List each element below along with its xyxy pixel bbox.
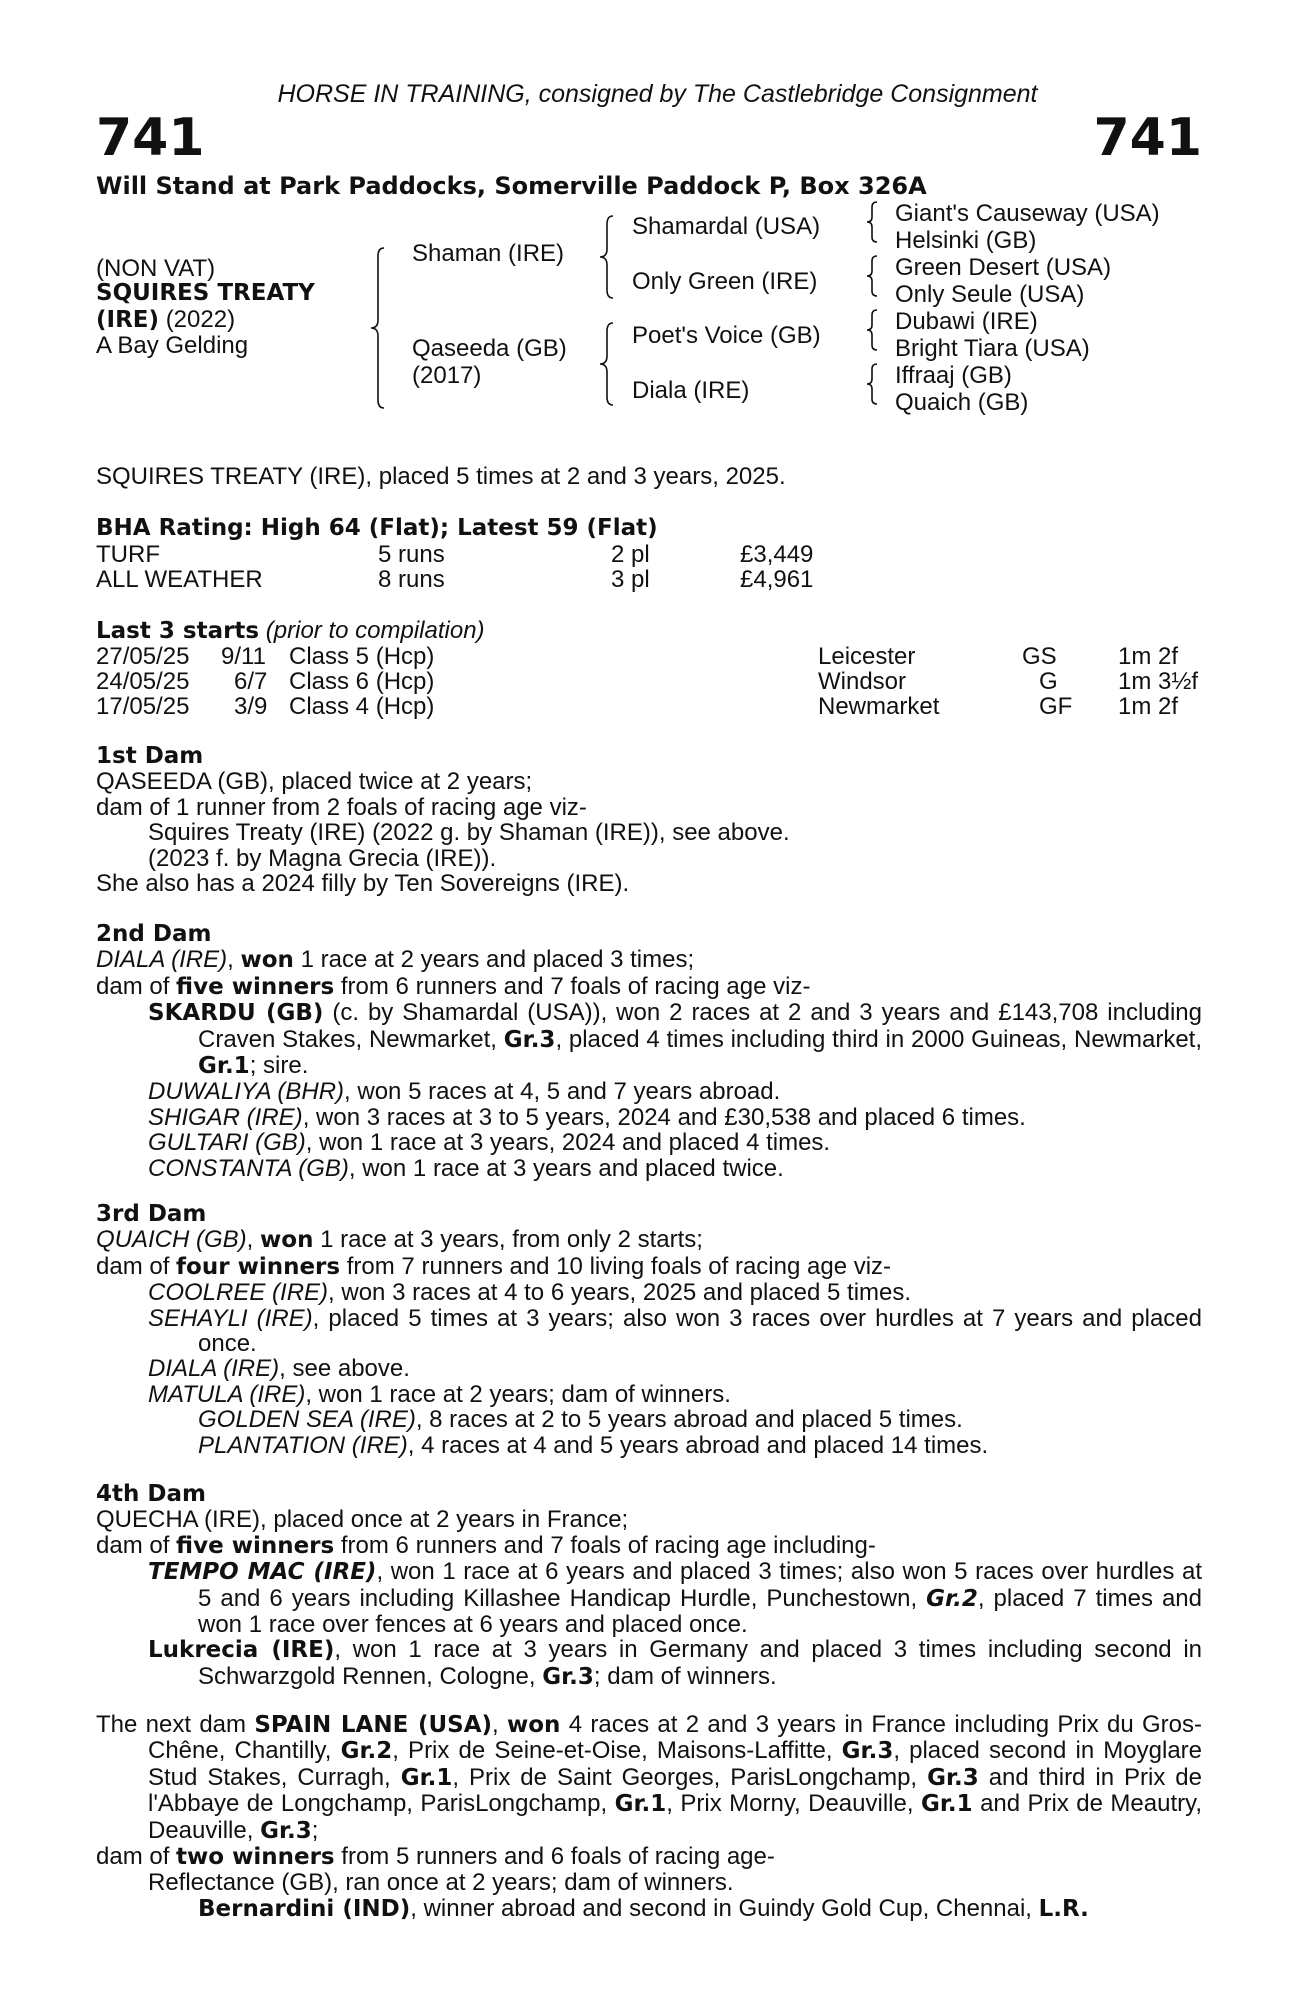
start-row [0,693,1315,718]
section-heading: 4th Dam [96,1481,206,1507]
dam-line [96,1844,1202,1870]
pedigree-bracket-ds [864,308,880,352]
progeny-record: , won 1 race at 3 years and placed twice. [348,1154,784,1182]
pedigree-dss: Dubawi (IRE) [895,308,1038,335]
winners-detail: from 5 runners and 6 foals of racing age- [334,1843,775,1871]
progeny-record: , won 1 race at 2 years; dam of winners. [305,1380,731,1408]
pedigree-bracket-dam [597,321,617,407]
dam-line: dam of 1 runner from 2 foals of racing age viz- [96,793,587,821]
progeny-record: , placed 4 times including third in 2000 Guineas, Newmarket, [555,1025,1203,1053]
dam-of: dam of [96,1531,177,1559]
pedigree-dds: Iffraaj (GB) [895,362,1012,389]
section-heading: 1st Dam [96,743,204,769]
last-starts-title: Last 3 starts [96,618,260,644]
progeny-name: TEMPO MAC (IRE) [148,1559,377,1586]
start-position: 9/11 [221,643,266,670]
grade: Gr.1 [614,1791,667,1818]
dam-record: and Prix de Meautry, Deauville, [148,1790,1203,1844]
progeny-line [96,1079,1202,1104]
start-distance: 1m 2f [1118,693,1179,720]
pedigree-dam-dam: Diala (IRE) [632,377,750,404]
horse-year: (2022) [165,306,236,333]
progeny-record: , placed 5 times at 3 years; also won 3 races over hurdles at 7 years and placed once. [198,1304,1202,1358]
progeny-name: SKARDU (GB) [148,1000,324,1027]
third-dam-section [96,1202,1202,1458]
start-going: GF [1039,693,1073,720]
dam-name: QUAICH (GB) [96,1226,247,1254]
winners-count: two winners [176,1844,335,1871]
start-date: 24/05/25 [96,668,190,695]
pedigree-dam-year: (2017) [412,362,482,389]
rating-runs: 8 runs [378,566,445,593]
stand-location: Will Stand at Park Paddocks, Somerville Paddock P, Box 326A [96,172,927,200]
grandprogeny-line [96,1407,1202,1432]
progeny-name: MATULA (IRE) [148,1380,306,1408]
progeny-record: (c. by Shamardal (USA)), won 2 races at 2 and 3 years and £143,708 including Craven Stakes, Newmarket, [198,999,1203,1053]
dam-line: QUECHA (IRE), placed once at 2 years in France; [96,1506,629,1534]
grade: Gr.2 [926,1585,978,1612]
winners-count: five winners [176,973,335,1000]
bha-rating: BHA Rating: High 64 (Flat); Latest 59 (Flat) [96,515,658,541]
progeny-line [96,1356,1202,1381]
won-label: won [260,1227,314,1254]
vat-status: (NON VAT) [96,255,216,282]
dam-of: dam of [96,972,177,1000]
dam-line: She also has a 2024 filly by Ten Sovereigns (IRE). [96,870,630,898]
progeny-record: , placed 7 times and won 1 race over fences at 6 years and placed once. [198,1584,1202,1639]
progeny-record: ; dam of winners. [593,1662,777,1690]
rating-surface: TURF [96,541,160,568]
progeny-record: , winner abroad and second in Guindy Gold Cup, Chennai, [410,1894,1039,1922]
progeny-line [96,1559,1202,1637]
dam-line [96,974,1202,1000]
start-course: Newmarket [818,693,940,720]
pedigree-sire: Shaman (IRE) [412,240,565,267]
dam-record: 1 race at 3 years, from only 2 starts; [313,1226,703,1254]
progeny-name: DUWALIYA (BHR) [148,1078,345,1106]
pedigree-sire-dam: Only Green (IRE) [632,268,818,295]
start-course: Windsor [818,668,907,695]
progeny-record: , 8 races at 2 to 5 years abroad and placed 5 times. [415,1406,963,1434]
winners-count: four winners [176,1253,341,1280]
pedigree-ssd: Helsinki (GB) [895,227,1037,254]
grade: Gr.3 [927,1764,979,1791]
lot-number-left: 741 [96,108,205,168]
rating-placed: 2 pl [611,541,650,568]
rating-runs: 5 runs [378,541,445,568]
progeny-name: CONSTANTA (GB) [148,1154,349,1182]
last-starts-heading [96,618,485,644]
progeny-record: , won 1 race at 3 years in Germany and placed 3 times including second in Schwarzgold Rennen, Cologne, [198,1636,1202,1690]
progeny-record: , see above. [279,1355,410,1383]
start-class: Class 4 (Hcp) [289,693,435,720]
grade: L.R. [1038,1895,1089,1922]
progeny-line: Reflectance (GB), ran once at 2 years; dam of winners. [148,1869,734,1897]
winners-detail: from 7 runners and 10 living foals of racing age viz- [340,1252,892,1280]
start-going: G [1039,668,1058,695]
dam-name: SPAIN LANE (USA) [254,1712,493,1738]
dam-record: , Prix de Seine-et-Oise, Maisons-Laffitte, [392,1737,842,1765]
progeny-name: SHIGAR (IRE) [148,1103,303,1131]
grade: Gr.3 [260,1817,312,1844]
next-dam-section [96,1712,1202,1922]
start-going: GS [1022,643,1057,670]
pedigree-bracket-sire [597,214,617,300]
section-heading: 2nd Dam [96,921,212,947]
progeny-line [96,1280,1202,1305]
start-course: Leicester [818,643,916,670]
start-distance: 1m 2f [1118,643,1179,670]
rating-row-all-weather [0,566,1315,591]
dam-record: 4 races at 2 and 3 years in France including Prix du Gros-Chêne, Chantilly, [148,1711,1202,1765]
start-class: Class 5 (Hcp) [289,643,435,670]
progeny-line [96,1637,1202,1690]
grade: Gr.1 [400,1764,453,1791]
grade: Gr.1 [920,1791,973,1818]
pedigree-dam: Qaseeda (GB) [412,335,567,362]
progeny-line: (2023 f. by Magna Grecia (IRE)). [148,844,497,872]
start-date: 27/05/25 [96,643,190,670]
grade: Gr.1 [198,1053,250,1080]
dam-of: dam of [96,1252,177,1280]
dam-line: QASEEDA (GB), placed twice at 2 years; [96,768,533,796]
pedigree-bracket-ss [864,200,880,244]
pedigree-sss: Giant's Causeway (USA) [895,200,1160,227]
pedigree-sds: Green Desert (USA) [895,254,1112,281]
start-date: 17/05/25 [96,693,190,720]
rating-placed: 3 pl [611,566,650,593]
progeny-line [96,1130,1202,1155]
pedigree-dsd: Bright Tiara (USA) [895,335,1090,362]
progeny-line [96,1000,1202,1079]
rating-surface: ALL WEATHER [96,566,263,593]
progeny-record: ; sire. [249,1052,309,1080]
dam-record: , Prix de Saint Georges, ParisLongchamp, [452,1763,928,1791]
pedigree-bracket-sd [864,254,880,298]
progeny-record: , won 5 races at 4, 5 and 7 years abroad. [344,1078,781,1106]
dam-of: dam of [96,1843,177,1871]
start-distance: 1m 3½f [1118,668,1199,695]
progeny-line [96,1105,1202,1130]
dam-line [96,1533,1202,1559]
dam-record: and third in Prix de l'Abbaye de Longchamp, ParisLongchamp, [148,1763,1203,1818]
start-row [0,668,1315,693]
progeny-line [96,1382,1202,1407]
grandprogeny-line [96,1433,1202,1458]
race-summary: SQUIRES TREATY (IRE), placed 5 times at 2 and 3 years, 2025. [96,463,786,490]
start-position: 3/9 [234,693,268,720]
dam-record: ; [311,1816,319,1844]
progeny-record: , won 3 races at 4 to 6 years, 2025 and placed 5 times. [328,1279,912,1307]
progeny-line [96,1156,1202,1181]
lot-number-right: 741 [1093,108,1202,168]
pedigree-bracket-main [368,246,388,410]
progeny-name: DIALA (IRE) [148,1355,280,1383]
progeny-name: GULTARI (GB) [148,1129,306,1157]
second-dam-section [96,922,1202,1181]
grade: Gr.2 [340,1738,393,1765]
rating-prize: £4,961 [740,566,814,593]
horse-description: A Bay Gelding [96,332,249,359]
start-row [0,643,1315,668]
pedigree-ddd: Quaich (GB) [895,389,1029,416]
winners-detail: from 6 runners and 7 foals of racing age including- [334,1531,876,1559]
won-label: won [507,1712,561,1738]
pedigree-sire-sire: Shamardal (USA) [632,213,821,240]
rating-row-turf [0,541,1315,566]
dam-record: 1 race at 2 years and placed 3 times; [293,946,695,974]
progeny-record: , won 3 races at 3 to 5 years, 2024 and £30,538 and placed 6 times. [302,1103,1026,1131]
progeny-name: COOLREE (IRE) [148,1279,329,1307]
progeny-line [96,1306,1202,1357]
grade: Gr.3 [841,1738,894,1765]
rating-prize: £3,449 [740,541,814,568]
horse-name: SQUIRES TREATY [96,280,315,306]
first-dam-section [96,744,1202,896]
grandprogeny-line [96,1896,1202,1922]
horse-origin-year [96,307,235,333]
catalogue-header: HORSE IN TRAINING, consigned by The Castlebridge Consignment [277,80,1038,108]
dam-record: , Prix Morny, Deauville, [666,1790,921,1818]
progeny-name: GOLDEN SEA (IRE) [198,1406,416,1434]
grade: Gr.3 [542,1663,594,1690]
last-starts-note: (prior to compilation) [265,617,485,644]
progeny-name: Bernardini (IND) [198,1895,411,1922]
section-heading: 3rd Dam [96,1201,207,1227]
pedigree-sdd: Only Seule (USA) [895,281,1085,308]
dam-line: DIALA (IRE), won 1 race at 2 years and placed 3 times; [96,946,695,974]
dam-line: QUAICH (GB), won 1 race at 3 years, from only 2 starts; [96,1226,703,1254]
dam-line [96,1254,1202,1280]
pedigree-bracket-dd [864,362,880,406]
start-position: 6/7 [234,668,268,695]
progeny-record: , won 1 race at 3 years, 2024 and placed 4 times. [305,1129,831,1157]
horse-country: (IRE) [96,307,160,333]
progeny-name: Lukrecia (IRE) [148,1637,335,1664]
dam-name: DIALA (IRE) [96,946,228,974]
next-dam-line: The next dam SPAIN LANE (USA), won 4 races at 2 and 3 years in France including Prix du Gros-Chêne, Chantilly, Gr.2, Prix de Seine-et-Oise, Maisons-Laffitte, Gr.3, placed second in Moyglare Stud Stakes, Curragh, Gr.1, Prix de Saint Georges, ParisLongchamp, Gr.3 and third in Prix de l'Abbaye de Longchamp, ParisLongchamp, Gr.1, Prix Morny, Deauville, Gr.1 and Prix de Meautry, Deauville, Gr.3; [96,1711,1203,1844]
pedigree-dam-sire: Poet's Voice (GB) [632,322,821,349]
progeny-name: PLANTATION (IRE) [198,1431,408,1459]
grade: Gr.3 [503,1026,556,1053]
progeny-record: , 4 races at 4 and 5 years abroad and placed 14 times. [407,1431,989,1459]
progeny-name: SEHAYLI (IRE) [148,1304,313,1332]
dam-record: , placed second in Moyglare Stud Stakes, Curragh, [148,1737,1203,1791]
won-label: won [240,947,294,974]
winners-count: five winners [176,1532,335,1559]
start-class: Class 6 (Hcp) [289,668,435,695]
fourth-dam-section [96,1482,1202,1690]
progeny-record: , won 1 race at 6 years and placed 3 times; also won 5 races over hurdles at 5 and 6 years including Killashee Handicap Hurdle, Punchestown, [198,1558,1203,1612]
progeny-line: Squires Treaty (IRE) (2022 g. by Shaman (IRE)), see above. [148,819,790,847]
winners-detail: from 6 runners and 7 foals of racing age viz- [334,972,811,1000]
next-dam-intro: The next dam [96,1711,255,1738]
